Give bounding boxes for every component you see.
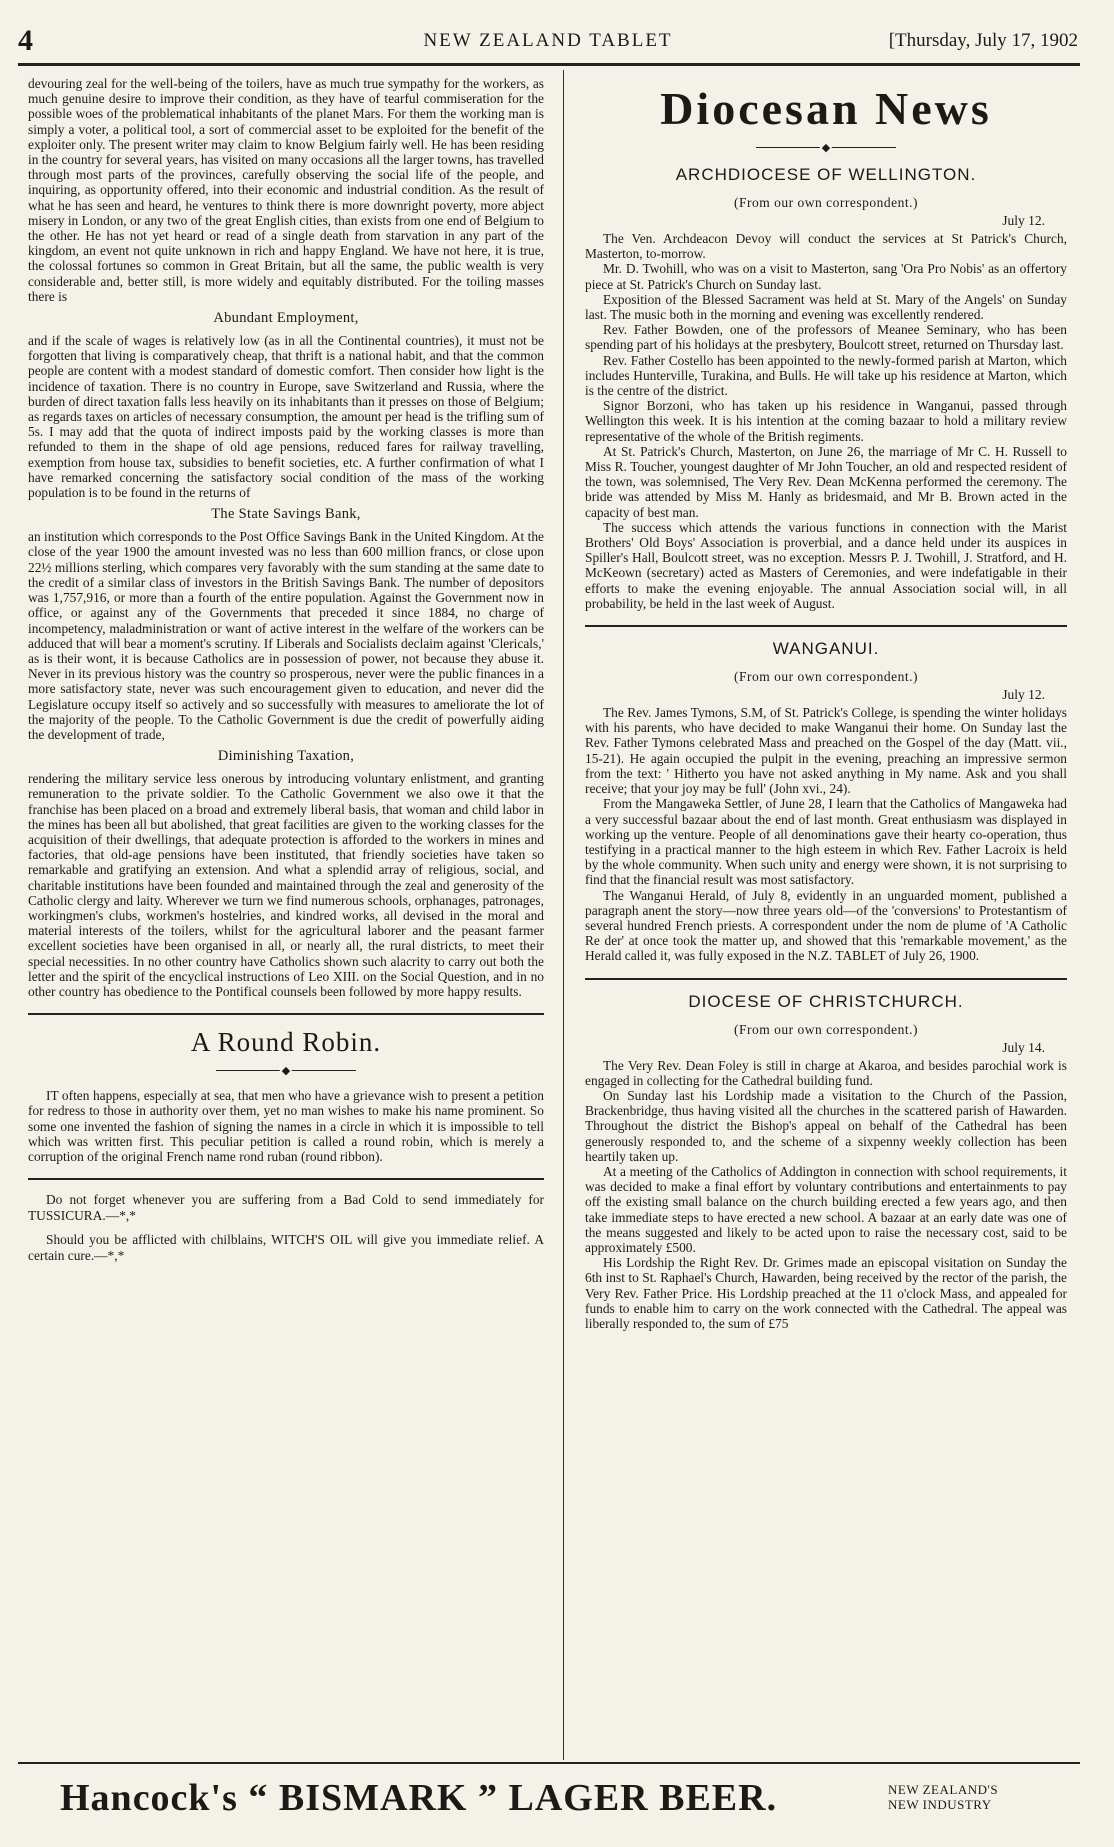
news-paragraph: The success which attends the various functions in connection with the Marist Brothers' Old Boys' Association is proverbial, and a dance held under its auspices in Spiller's Hall, Boulcott street, was no exception. Messrs P. J. Twohill, J. Stratford, and H. McKeown (secretary) acted as Masters of Ceremonies, and were indefatigable in their efforts to make the evening enjoyable. The annual Association social will, in all probability, be held in the last week of August. bbox=[585, 519, 1067, 611]
news-paragraph: Exposition of the Blessed Sacrament was held at St. Mary of the Angels' on Sunday last. The music both in the morning and evening was excellently rendered. bbox=[585, 291, 1067, 323]
correspondent-line: (From our own correspondent.) bbox=[734, 669, 918, 685]
section-title-christchurch: DIOCESE OF CHRISTCHURCH. bbox=[688, 991, 964, 1011]
news-paragraph: Rev. Father Costello has been appointed to the newly-formed parish at Marton, which includes Hunterville, Turakina, and Bulls. He will take up his residence at Marton, which is the centre of the district. bbox=[585, 352, 1067, 399]
news-paragraph: The Very Rev. Dean Foley is still in charge at Akaroa, and besides parochial work is engaged in collecting for the Cathedral building fund. bbox=[585, 1057, 1067, 1088]
issue-date: [Thursday, July 17, 1902 bbox=[888, 30, 1078, 51]
diocesan-news-title: Diocesan News bbox=[660, 83, 992, 134]
news-paragraph: On Sunday last his Lordship made a visitation to the Church of the Passion, Brackenbridge, thus having visited all the churches in the scattered parish of Hawarden. Throughout the district the Bishop's appeal on behalf of the Cathedral has been generously responded to, and the scheme of a sixpenny weekly collection has been heartily taken up. bbox=[585, 1087, 1067, 1164]
dateline: July 12. bbox=[1002, 687, 1045, 703]
footer-rule bbox=[18, 1762, 1080, 1764]
section-rule bbox=[585, 625, 1067, 627]
ornament-diamond: ◆ bbox=[281, 1064, 291, 1078]
tussicura-notice: Do not forget whenever you are suffering from a Bad Cold to send immediately for TUSSICURA.—*,* bbox=[28, 1192, 544, 1224]
advertisement-side-line: NEW INDUSTRY bbox=[888, 1797, 992, 1812]
ornament-divider bbox=[756, 141, 896, 155]
publication-title: NEW ZEALAND TABLET bbox=[423, 30, 673, 51]
news-paragraph: The Rev. James Tymons, S.M, of St. Patrick's College, is spending the winter holidays with his parents, who have decided to make Wanganui their home. On Sunday last the Rev. Father Tymons celebrated Mass and preached on the Gospel of the day (Matt. vii., 15-21). He again occupied the pulpit in the evening, preaching an impressive sermon from the text: ' Hitherto you have not asked anything in My name. Ask and you shall receive; that your joy may be full' (John xvi., 24). bbox=[585, 705, 1067, 797]
news-paragraph: The Wanganui Herald, of July 8, evidently in an unguarded moment, published a paragraph anent the story—now three years old—of the 'conversions' to Protestantism of several hundred French priests. A correspondent under the nom de plume of 'A Catholic Re der' at once took the matter up, and showed that this 'remarkable movement,' as the Herald called it, was fully exposed in the N.Z. TABLET of July 26, 1900. bbox=[585, 887, 1067, 964]
advertisement-side-text bbox=[888, 1782, 1068, 1812]
column-divider bbox=[563, 70, 564, 1760]
round-robin-text: IT often happens, especially at sea, that men who have a grievance wish to present a petition for redress to those in authority over them, yet no man wishes to make his name prominent. So some one invented the fashion of signing the names in a circle in which it is impossible to tell which was written first. This peculiar petition is called a round robin, which is merely a corruption of the original French name rond ruban (round ribbon). bbox=[28, 1088, 544, 1164]
news-paragraph: His Lordship the Right Rev. Dr. Grimes made an episcopal visitation on Sunday the 6th inst to St. Raphael's Church, Hawarden, being received by the rector of the parish, the Very Rev. Father Price. His Lordship preached at the 11 o'clock Mass, and appealed for funds to enable him to carry on the work connected with the Cathedral. The appeal was liberally responded to, the sum of £75 bbox=[585, 1255, 1067, 1331]
section-rule bbox=[28, 1013, 544, 1015]
section-rule bbox=[585, 978, 1067, 980]
round-robin-title: A Round Robin. bbox=[190, 1027, 382, 1058]
news-paragraph: The Ven. Archdeacon Devoy will conduct the services at St Patrick's Church, Masterton, to-morrow. bbox=[585, 231, 1067, 262]
news-paragraph: At a meeting of the Catholics of Addington in connection with school requirements, it was decided to make a final effort by voluntary contributions and entertainments to pay off the existing small balance on the church building erected a few years ago, and then take immediate steps to have erected a new school. A bazaar at an early date was one of the means suggested and likely to be acted upon to raise the necessary cost, said to be approximately £500. bbox=[585, 1163, 1067, 1255]
dateline: July 14. bbox=[1002, 1039, 1045, 1055]
page-number: 4 bbox=[18, 24, 33, 57]
news-paragraph: At St. Patrick's Church, Masterton, on June 26, the marriage of Mr C. H. Russell to Miss R. Toucher, youngest daughter of Mr John Toucher, an old and respected resident of the town, was solemnised, The Very Rev. Dean McKenna performed the ceremony. The bride was attended by Miss M. Hanly as bridesmaid, and Mr B. Brown acted in the capacity of best man. bbox=[585, 443, 1067, 520]
section-title-wellington: ARCHDIOCESE OF WELLINGTON. bbox=[675, 165, 977, 184]
subheading-state-savings-bank: The State Savings Bank, bbox=[211, 506, 361, 523]
ornament-diamond: ◆ bbox=[821, 141, 831, 154]
news-paragraph: Rev. Father Bowden, one of the professors of Meanee Seminary, who has been spending part of his holidays at the presbytery, Boulcott street, returned on Thursday last. bbox=[585, 322, 1067, 353]
news-paragraph: Signor Borzoni, who has taken up his residence in Wanganui, passed through Wellington this week. It is his intention at the coming bazaar to hold a military review representative of the whole of the British regiments. bbox=[585, 398, 1067, 444]
witchs-oil-notice: Should you be afflicted with chilblains, WITCH'S OIL will give you immediate relief. A certain cure.—*,* bbox=[28, 1232, 544, 1264]
article-paragraph: rendering the military service less onerous by introducing voluntary enlistment, and granting remuneration to the private soldier. To the Catholic Government we also owe it that the franchise has been placed on a broad and extremely liberal basis, that woman and child labor in the mines has been all but abolished, that great facilities are given to the working classes for the acquisition of their dwellings, that adequate protection is afforded to the workers in mines and factories, that old-age pensions have been instituted, that friendly societies have taken so remarkable and gratifying an extension. And what a splendid array of religious, social, and charitable institutions have been founded and maintained through the zeal and generosity of the Catholic clergy and laity. Wherever we turn we find numerous schools, orphanages, patronages, workingmen's clubs, workmen's hostelries, and kindred works, all devised in the moral and material interests of the toilers, whilst for the agricultural laborer and the peasant farmer excellent societies have been organised in all, or nearly all, the rural districts, to meet their special necessities. In no other country have Catholics shown such alacrity to carry out both the letter and the spirit of the encyclical instructions of Leo XIII. on the Social Question, and in no other country has obedience to the Pontifical counsels been followed by more happy results. bbox=[28, 771, 544, 999]
section-rule bbox=[28, 1178, 544, 1180]
article-paragraph: devouring zeal for the well-being of the toilers, have as much true sympathy for the workers, as much genuine desire to improve their condition, as they have of tearful commiseration for the possible woes of the problematical inhabitants of the planet Mars. For them the working man is simply a voter, a political tool, a sort of commercial asset to be exploited for the benefit of the exploiter only. The present writer may claim to know Belgium fairly well. He has been residing in the country for several years, has visited on many occasions all the larger towns, has travelled through most parts of the provinces, carefully observing the social life of the people, and inquiring, as opportunity offered, into their economic and industrial condition. As the result of what he has seen and heard, he ventures to think there is more downright poverty, more abject misery in London, or any two of the great English cities, than exists from one end of Belgium to the other. He has not yet heard or read of a single death from starvation in any part of the kingdom, an event not quite unknown in rich and happy England. We have not here, it is true, the colossal fortunes so common in Great Britain, but all the same, the public wealth is very considerable and, better still, is more widely and equitably distributed. For the toiling masses there is bbox=[28, 76, 544, 304]
correspondent-line: (From our own correspondent.) bbox=[734, 1021, 918, 1037]
subheading-abundant-employment: Abundant Employment, bbox=[213, 310, 359, 327]
article-paragraph: and if the scale of wages is relatively low (as in all the Continental countries), it must not be forgotten that living is comparatively cheap, that thrift is a national habit, and that the common people are content with a modest standard of domestic comfort. Then consider how light is the incidence of taxation. There is no country in Europe, save Switzerland and Russia, where the burden of direct taxation falls less heavily on its inhabitants than it presses on those of Belgium; as regards taxes on articles of necessary consumption, the amount per head is the trifling sum of 5s. I may add that the quota of indirect imposts paid by the working classes is more than refunded to them in the shape of old age pensions, reduced fares for railway travelling, exemption from house tax, subsidies to benefit societies, etc. A further confirmation of what I have remarked concerning the satisfactory social condition of the mass of the working population is to be found in the returns of bbox=[28, 333, 544, 501]
news-paragraph: Mr. D. Twohill, who was on a visit to Masterton, sang 'Ora Pro Nobis' as an offertory piece at St. Patrick's Church on Sunday last. bbox=[585, 261, 1067, 292]
article-paragraph: an institution which corresponds to the Post Office Savings Bank in the United Kingdom. At the close of the year 1900 the amount invested was no less than 600 million francs, or close upon 22½ millions sterling, which compares very favorably with the sum standing at the same date to the credit of a similar class of investors in the British Savings Bank. The number of depositors was 1,757,916, or more than a fourth of the entire population. Against the Government now in office, or against any of the Governments that preceded it since 1884, no charge of incompetency, maladministration or want of active interest in the welfare of the workers can be adduced that will bear a moment's scrutiny. If Liberals and Socialists declaim against 'Clericals,' as is their wont, it is because Catholics are in possession of power, not because they abuse it. Never in its previous history was the country so prosperous, never were the public finances in a more satisfactory state, never was such encouragement given to education, and never did the Legislature occupy itself so actively and so successfully with measures to ameliorate the lot of the majority of the people. To the Catholic Government is due the credit of powerfully aiding the development of trade, bbox=[28, 529, 544, 742]
advertisement-headline: Hancock's “ BISMARK ” LAGER BEER. bbox=[60, 1777, 778, 1819]
right-column bbox=[585, 76, 1067, 1741]
section-title-wanganui: WANGANUI. bbox=[772, 639, 880, 659]
advertisement-side-line: NEW ZEALAND'S bbox=[888, 1782, 999, 1797]
subheading-diminishing-taxation: Diminishing Taxation, bbox=[217, 748, 355, 765]
header-rule bbox=[18, 63, 1080, 66]
ornament-divider bbox=[216, 1064, 356, 1078]
bismark-beer-advertisement bbox=[40, 1772, 1080, 1832]
correspondent-line: (From our own correspondent.) bbox=[734, 195, 918, 210]
page-header bbox=[18, 24, 1078, 62]
news-paragraph: From the Mangaweka Settler, of June 28, I learn that the Catholics of Mangaweka had a very successful bazaar about the end of last month. Great enthusiasm was displayed in working up the venture. People of all denominations gave their hearty co-operation, thus testifying in a practical manner to the high esteem in which Rev. Father Lacroix is held by the whole community. When such unity and energy were shown, it is not surprising to find that the financial result was most satisfactory. bbox=[585, 796, 1067, 888]
left-column bbox=[28, 76, 544, 1741]
dateline: July 12. bbox=[1002, 213, 1045, 228]
